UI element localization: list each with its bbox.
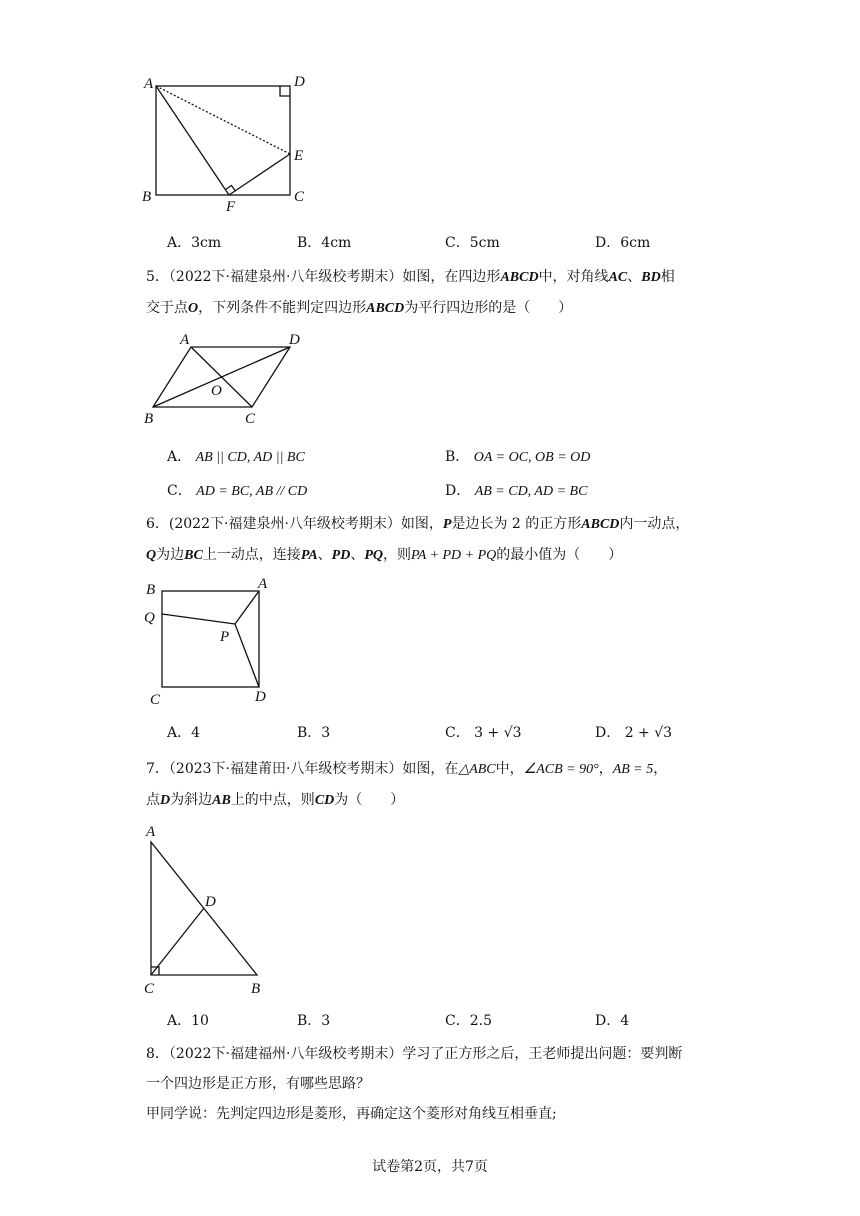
q5-label-b: B: [144, 411, 154, 427]
q6-label-d: D: [255, 689, 266, 705]
q4-option-c: C．5cm: [445, 235, 500, 251]
q6-line-1: 6．(2022下·福建泉州·八年级校考期末）如图，P是边长为 2 的正方形ABCD内一动点，: [146, 516, 690, 532]
q7-label-a: A: [146, 824, 156, 840]
q4-line-fe: [229, 154, 290, 195]
q5-option-d: D． AB = CD, AD = BC: [445, 483, 588, 499]
q4-right-angle-d: [280, 86, 290, 96]
q4-label-f: F: [226, 199, 236, 215]
q5-option-c: C． AD = BC, AB // CD: [167, 483, 308, 499]
q6-label-p: P: [220, 629, 230, 645]
q5-figure: [138, 328, 318, 428]
q6-stem: [146, 509, 726, 571]
q6-label-b: B: [146, 582, 156, 598]
q7-option-c: C．2.5: [445, 1013, 492, 1029]
q7-option-d: D．4: [595, 1013, 630, 1029]
q7-median-cd: [151, 908, 204, 975]
q4-dashed-ae: [156, 86, 290, 154]
q5-label-a: A: [180, 332, 190, 348]
q5-label-d: D: [289, 332, 300, 348]
q5-option-b: B． OA = OC, OB = OD: [445, 449, 591, 465]
q6-option-c: C． 3 + √3: [445, 725, 522, 741]
q8-stem: [146, 1039, 736, 1129]
q4-label-c: C: [294, 189, 305, 205]
q7-label-b: B: [251, 981, 261, 997]
q6-label-c: C: [150, 692, 161, 708]
q6-label-a: A: [258, 576, 268, 592]
q5-option-a: A． AB || CD, AD || BC: [167, 449, 305, 465]
q5-label-c: C: [245, 411, 256, 427]
q6-line-qp: [162, 614, 235, 624]
q8-line-3: 甲同学说：先判定四边形是菱形，再确定这个菱形对角线互相垂直;: [146, 1106, 557, 1122]
q5-line-2: 交于点O，下列条件不能判定四边形ABCD为平行四边形的是（ ）: [146, 300, 573, 316]
q5-stem: [146, 262, 726, 324]
q8-line-1: 8．（2022下·福建福州·八年级校考期末）学习了正方形之后，王老师提出问题：要判断: [146, 1046, 683, 1062]
q4-label-d: D: [294, 74, 305, 90]
q6-figure: [138, 570, 288, 710]
q8-line-2: 一个四边形是正方形，有哪些思路？: [146, 1076, 370, 1092]
q7-label-c: C: [144, 981, 155, 997]
q6-square: [162, 591, 259, 687]
q6-label-q: Q: [144, 610, 155, 626]
q6-option-d: D． 2 + √3: [595, 725, 673, 741]
q7-line-1: 7．（2023下·福建莆田·八年级校考期末）如图，在△ABC中，∠ACB = 90°，AB = 5，: [146, 761, 668, 777]
q5-label-o: O: [211, 383, 222, 399]
q4-right-angle-f: [226, 186, 236, 191]
q6-line-2: Q为边BC上一动点，连接PA、PD、PQ，则PA + PD + PQ的最小值为（ ）: [146, 547, 623, 563]
q7-option-b: B．3: [297, 1013, 331, 1029]
q6-option-b: B．3: [297, 725, 331, 741]
q4-option-d: D．6cm: [595, 235, 651, 251]
q5-line-1: 5．（2022下·福建泉州·八年级校考期末）如图，在四边形ABCD中，对角线AC、BD相: [146, 269, 675, 285]
q4-figure: [138, 70, 318, 215]
q6-line-pa: [235, 591, 259, 624]
q6-line-pd: [235, 624, 259, 687]
q4-rectangle: [156, 86, 290, 195]
q7-line-2: 点D为斜边AB上的中点，则CD为（ ）: [146, 792, 405, 808]
q7-label-d: D: [205, 894, 216, 910]
q7-stem: [146, 754, 726, 816]
q4-label-a: A: [144, 76, 154, 92]
q4-line-af: [156, 86, 229, 195]
q6-option-a: A．4: [167, 725, 201, 741]
q4-option-a: A．3cm: [167, 235, 222, 251]
page-footer: 试卷第2页，共7页: [372, 1159, 488, 1175]
q7-option-a: A．10: [167, 1013, 209, 1029]
q4-option-b: B．4cm: [297, 235, 352, 251]
q4-label-e: E: [294, 148, 304, 164]
q4-label-b: B: [142, 189, 152, 205]
q7-figure: [138, 820, 278, 1000]
